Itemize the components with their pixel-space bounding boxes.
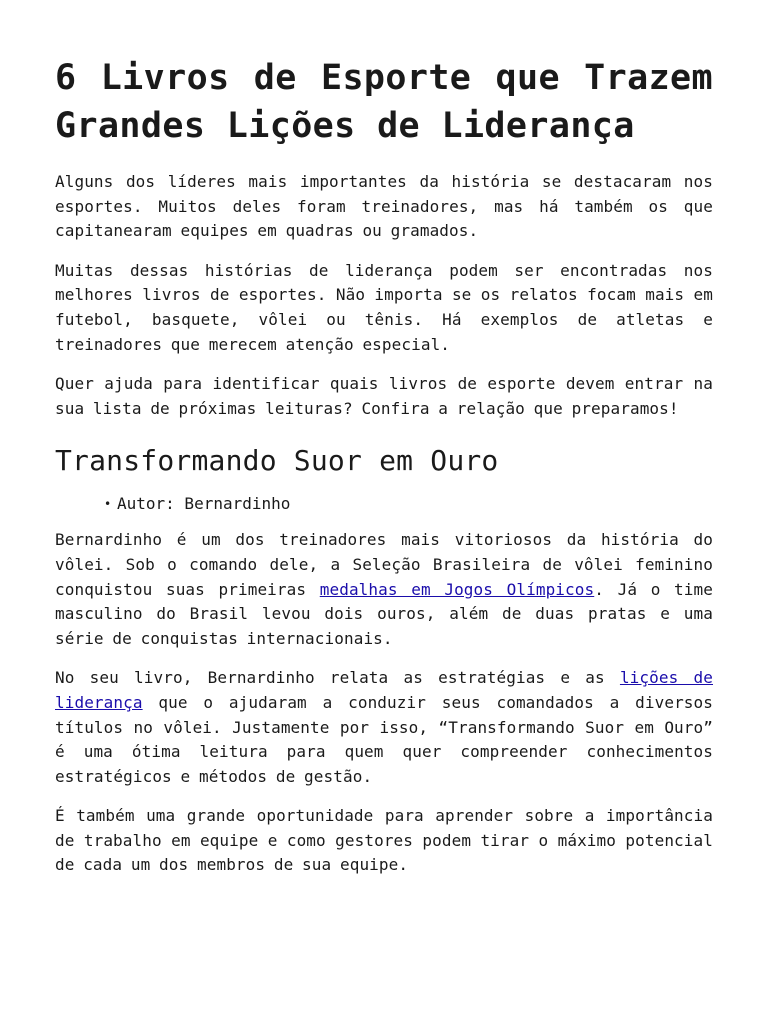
bullet-icon: • (104, 497, 112, 512)
paragraph-text: . Já o time masculino do Brasil levou dois ouros, além de duas pratas e uma série de conquistas internacionais. (55, 579, 713, 648)
intro-paragraph-1: Alguns dos líderes mais importantes da história se destacaram nos esportes. Muitos deles foram treinadores, mas há também os que capitanearam equipes em quadras ou gramados. (55, 172, 713, 241)
section-paragraph-3: É também uma grande oportunidade para aprender sobre a importância de trabalho em equipe e como gestores podem tirar o máximo potencial de cada um dos membros de sua equipe. (55, 806, 713, 875)
paragraph-text: que o ajudaram a conduzir seus comandados a diversos títulos no vôlei. Justamente por isso, “Transformando Suor em Ouro” é uma ótima leitura para quem quer compreender conhecimentos estratégicos e métodos de gestão. (55, 692, 713, 786)
paragraph-text: Bernardinho é um dos treinadores mais vitoriosos da história do vôlei. Sob o comando dele, a Seleção Brasileira de vôlei feminino conquistou suas primeiras (55, 530, 713, 599)
section-paragraph-1 (55, 528, 713, 651)
author-item (104, 493, 713, 515)
olympic-medals-link[interactable]: medalhas em Jogos Olímpicos (319, 579, 595, 599)
section-paragraph-2 (55, 666, 713, 789)
author-text: Autor: Bernardinho (117, 494, 291, 514)
leadership-lessons-link[interactable]: lições de liderança (55, 668, 713, 712)
book-details-list (55, 493, 713, 515)
section-heading: Transformando Suor em Ouro (55, 444, 499, 478)
intro-paragraph-3: Quer ajuda para identificar quais livros de esporte devem entrar na sua lista de próximas leituras? Confira a relação que preparamos! (55, 374, 713, 418)
intro-paragraph-2: Muitas dessas histórias de liderança podem ser encontradas nos melhores livros de esportes. Não importa se os relatos focam mais em futebol, basquete, vôlei ou tênis. Há exemplos de atletas e treinadores que merecem atenção especial. (55, 260, 713, 354)
paragraph-text: No seu livro, Bernardinho relata as estratégias e as (55, 668, 620, 688)
article (55, 54, 713, 893)
article-title: 6 Livros de Esporte que Trazem Grandes Lições de Liderança (55, 58, 713, 146)
